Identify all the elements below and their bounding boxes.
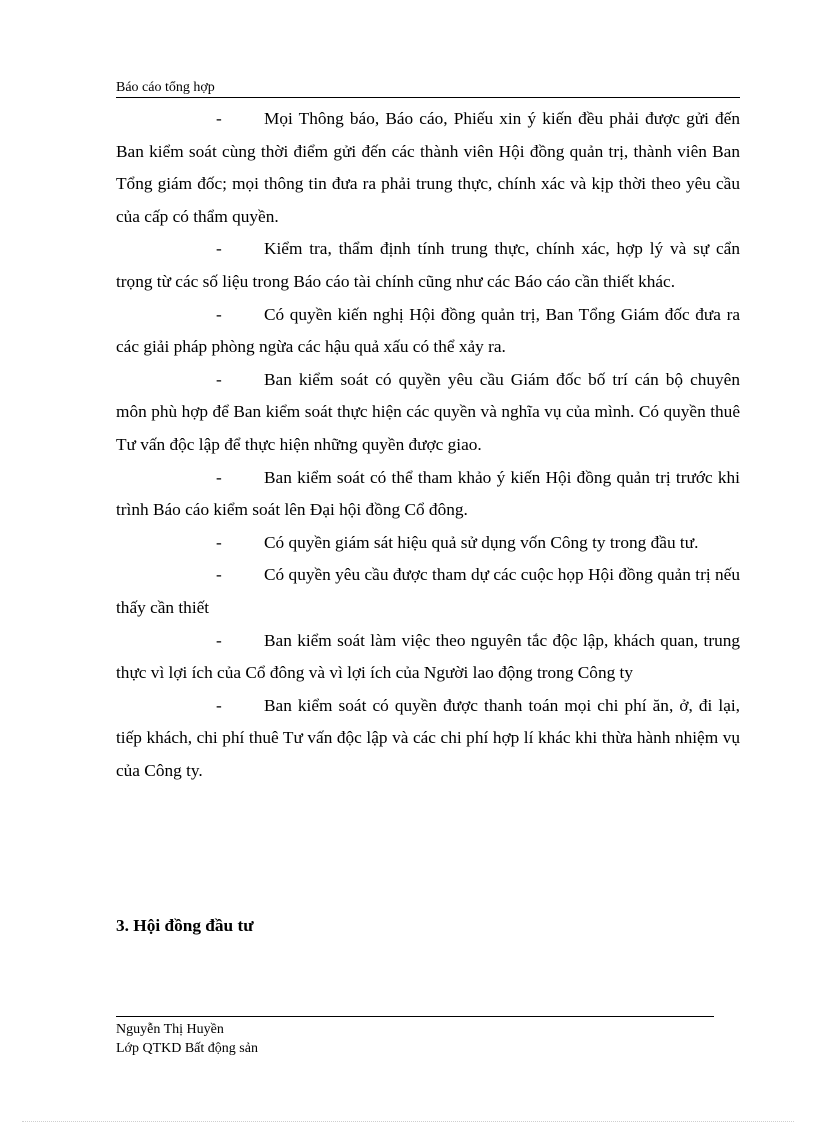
bullet-dash: -: [216, 369, 222, 389]
paragraph: [116, 625, 740, 690]
paragraph: [116, 299, 740, 364]
bullet-dash: -: [216, 630, 222, 650]
paragraph-text: Ban kiểm soát có thể tham khảo ý kiến Hội đồng quản trị trước khi trình Báo cáo kiểm soát lên Đại hội đồng Cổ đông.: [116, 467, 740, 520]
paragraph-text: Ban kiểm soát làm việc theo nguyên tắc độc lập, khách quan, trung thực vì lợi ích của Cổ đông và vì lợi ích của Người lao động trong Công ty: [116, 630, 740, 683]
bullet-dash: -: [216, 304, 222, 324]
bullet-dash: -: [216, 532, 222, 552]
footer-class: Lớp QTKD Bất động sản: [116, 1041, 258, 1056]
paragraph: [116, 527, 740, 560]
paragraph-text: Có quyền giám sát hiệu quả sử dụng vốn Công ty trong đầu tư.: [264, 532, 699, 552]
bullet-dash: -: [216, 239, 222, 259]
body-text: [116, 103, 740, 787]
paragraph: [116, 103, 740, 233]
paragraph: [116, 690, 740, 788]
bullet-dash: -: [216, 467, 222, 487]
bullet-dash: -: [216, 109, 222, 128]
paragraph-text: Ban kiểm soát có quyền được thanh toán mọi chi phí ăn, ở, đi lại, tiếp khách, chi phí thuê Tư vấn độc lập và các chi phí hợp lí khác khi thừa hành nhiệm vụ của Công ty.: [116, 695, 740, 780]
paragraph: [116, 364, 740, 462]
running-header: Báo cáo tổng hợp: [116, 80, 215, 95]
footer: [116, 1020, 258, 1058]
paragraph-text: Ban kiểm soát có quyền yêu cầu Giám đốc bố trí cán bộ chuyên môn phù hợp để Ban kiểm soát thực hiện các quyền và nghĩa vụ của mình. Có quyền thuê Tư vấn độc lập để thực hiện những quyền được giao.: [116, 369, 740, 454]
header-divider: [116, 97, 740, 98]
bullet-dash: -: [216, 695, 222, 715]
paragraph: [116, 233, 740, 298]
section-heading: 3. Hội đồng đầu tư: [116, 916, 254, 935]
paragraph-text: Mọi Thông báo, Báo cáo, Phiếu xin ý kiến đều phải được gửi đến Ban kiểm soát cùng thời điểm gửi đến các thành viên Hội đồng quản trị, thành viên Ban Tổng giám đốc; mọi thông tin đưa ra phải trung thực, chính xác và kịp thời theo yêu cầu của cấp có thẩm quyền.: [116, 109, 740, 226]
paragraph-text: Kiểm tra, thẩm định tính trung thực, chính xác, hợp lý và sự cẩn trọng từ các số liệu trong Báo cáo tài chính cũng như các Báo cáo cần thiết khác.: [116, 239, 740, 291]
bullet-dash: -: [216, 565, 222, 585]
footer-divider: [116, 1016, 714, 1017]
paragraph-text: Có quyền kiến nghị Hội đồng quản trị, Ban Tổng Giám đốc đưa ra các giải pháp phòng ngừa các hậu quả xấu có thể xảy ra.: [116, 304, 740, 357]
page-edge-divider: [22, 1121, 794, 1122]
footer-author: Nguyễn Thị Huyền: [116, 1022, 224, 1037]
paragraph: [116, 462, 740, 527]
paragraph-text: Có quyền yêu cầu được tham dự các cuộc họp Hội đồng quản trị nếu thấy cần thiết: [116, 565, 740, 617]
paragraph: [116, 559, 740, 624]
